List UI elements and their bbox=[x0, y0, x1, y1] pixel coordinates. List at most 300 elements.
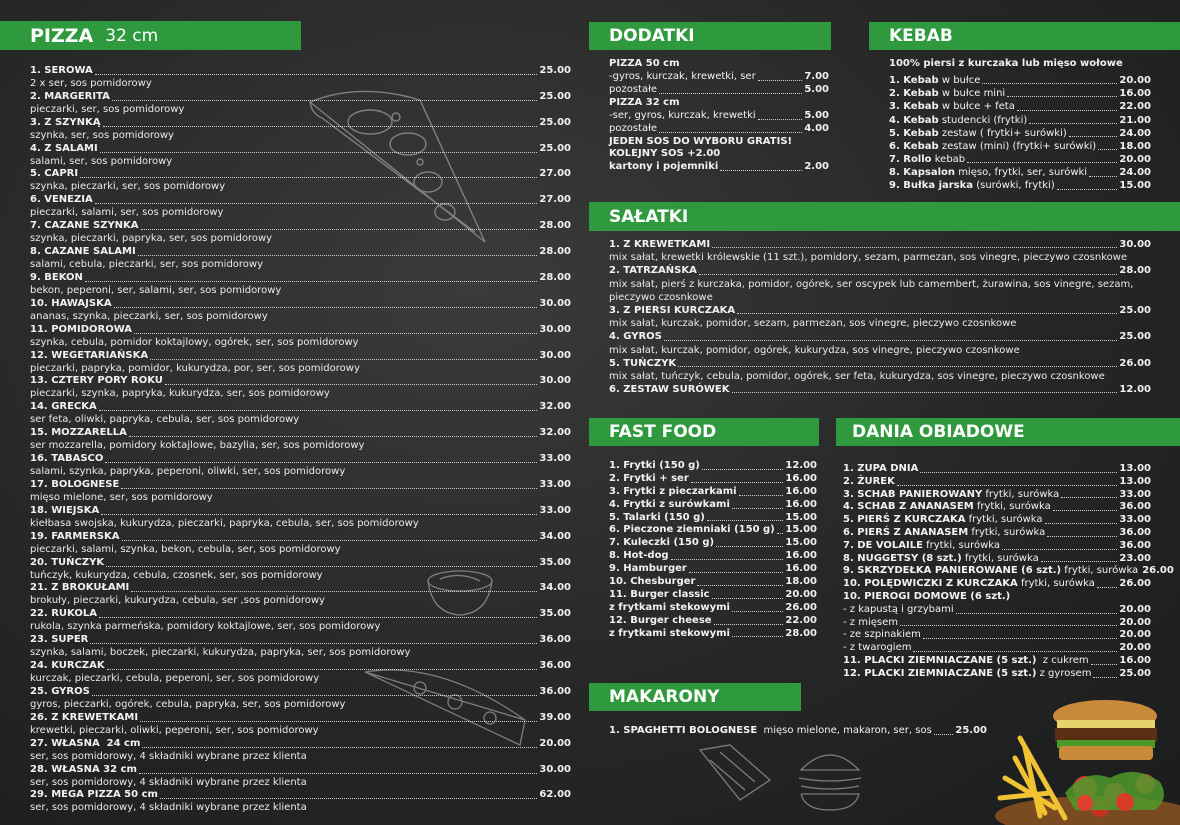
dodatki-item-name: pozostałe bbox=[609, 83, 658, 95]
leader-dots bbox=[920, 472, 1117, 473]
fastfood-item bbox=[609, 473, 817, 486]
pizza-item-desc: szynka, ser, sos pomidorowy bbox=[30, 129, 174, 141]
salatki-item bbox=[609, 304, 1151, 317]
leader-dots bbox=[1097, 587, 1118, 588]
item-price: 21.00 bbox=[1119, 114, 1151, 126]
item-price: 20.00 bbox=[1119, 74, 1151, 86]
leader-dots bbox=[956, 613, 1118, 614]
leader-dots bbox=[139, 773, 537, 774]
pizza-item-desc: szynka, pieczarki, papryka, ser, sos pomidorowy bbox=[30, 233, 273, 245]
pizza-item bbox=[30, 608, 571, 621]
obiad-menu-list bbox=[843, 463, 1174, 681]
item-price: 20.00 bbox=[1119, 642, 1151, 654]
leader-dots bbox=[160, 798, 537, 799]
kebab-item-name: 3. Kebab bbox=[889, 101, 939, 113]
kebab-item-name: 8. Kapsalon bbox=[889, 167, 956, 179]
item-price: 39.00 bbox=[539, 711, 571, 723]
leader-dots bbox=[1047, 536, 1117, 537]
pizza-item bbox=[30, 531, 571, 544]
fastfood-item-name: 4. Frytki z surówkami bbox=[609, 498, 730, 510]
salatki-item-name: 2. TATRZAŃSKA bbox=[609, 265, 697, 277]
leader-dots bbox=[1029, 123, 1117, 124]
item-price: 32.00 bbox=[539, 427, 571, 439]
leader-dots bbox=[106, 566, 537, 567]
item-price: 30.00 bbox=[539, 297, 571, 309]
kebab-item bbox=[889, 100, 1151, 113]
item-price: 20.00 bbox=[785, 588, 817, 600]
fastfood-menu-list bbox=[609, 460, 817, 640]
item-price: 32.00 bbox=[539, 401, 571, 413]
fastfood-item bbox=[609, 499, 817, 512]
fastfood-item-name: 8. Hot-dog bbox=[609, 550, 669, 562]
item-price: 36.00 bbox=[1119, 526, 1151, 538]
pizza-item-desc: mięso mielone, ser, sos pomidorowy bbox=[30, 491, 213, 503]
leader-dots bbox=[134, 333, 537, 334]
dodatki-title: DODATKI bbox=[609, 26, 695, 46]
kebab-item-desc: w bułce + feta bbox=[938, 101, 1015, 113]
leader-dots bbox=[923, 638, 1117, 639]
obiad-item bbox=[843, 578, 1151, 591]
pizza-item bbox=[30, 401, 571, 414]
leader-dots bbox=[1045, 523, 1118, 524]
dodatki-row bbox=[609, 110, 829, 123]
item-price: 26.00 bbox=[1119, 578, 1151, 590]
item-price: 62.00 bbox=[539, 789, 571, 801]
pizza-size: 32 cm bbox=[105, 25, 159, 46]
item-price: 20.00 bbox=[1119, 616, 1151, 628]
pizza-item-name: 1. SEROWA bbox=[30, 64, 93, 76]
pizza-item-name: 27. WŁASNA 24 cm bbox=[30, 737, 141, 749]
makarony-item-price: 25.00 bbox=[955, 724, 987, 736]
obiad-item-desc: frytki, surówka bbox=[982, 488, 1060, 500]
leader-dots bbox=[1061, 497, 1117, 498]
obiad-item-name: 5. PIERŚ Z KURCZAKA bbox=[843, 514, 966, 526]
obiad-item bbox=[843, 476, 1151, 489]
fastfood-item bbox=[609, 524, 817, 537]
pizza-item-name: 6. VENEZIA bbox=[30, 194, 93, 206]
dodatki-item-name: -ser, gyros, kurczak, krewetki bbox=[609, 109, 756, 121]
salatki-item bbox=[609, 383, 1151, 396]
obiad-item-name: 11. PLACKI ZIEMNIACZANE (5 szt.) bbox=[843, 654, 1037, 666]
obiad-item-name: 12. PLACKI ZIEMNIACZANE (5 szt.) bbox=[843, 667, 1037, 679]
pizza-item-desc: pieczarki, salami, szynka, bekon, cebula, ser, sos pomidorowy bbox=[30, 543, 341, 555]
kebab-item bbox=[889, 114, 1151, 127]
fastfood-item bbox=[609, 615, 817, 628]
leader-dots bbox=[122, 540, 538, 541]
pizza-item-desc: bekon, peperoni, ser, salami, ser, sos pomidorowy bbox=[30, 284, 282, 296]
item-price: 20.00 bbox=[1119, 629, 1151, 641]
kebab-item bbox=[889, 87, 1151, 100]
pizza-item bbox=[30, 272, 571, 285]
obiad-item-name: 6. PIERŚ Z ANANASEM bbox=[843, 526, 969, 538]
obiad-item-name: 10. PIEROGI DOMOWE (6 szt.) bbox=[843, 590, 1011, 602]
leader-dots bbox=[114, 307, 538, 308]
dodatki-item-price: 5.00 bbox=[804, 83, 829, 95]
leader-dots bbox=[107, 669, 538, 670]
item-price: 24.00 bbox=[1119, 127, 1151, 139]
dodatki-header bbox=[589, 22, 831, 50]
pizza-item bbox=[30, 453, 571, 466]
salatki-item-name: 6. ZESTAW SURÓWEK bbox=[609, 384, 730, 396]
item-price: 27.00 bbox=[539, 168, 571, 180]
obiad-item bbox=[843, 565, 1174, 578]
pizza-item-desc: szynka, salami, boczek, pieczarki, kukurydza, papryka, ser, sos pomidorowy bbox=[30, 647, 411, 659]
leader-dots bbox=[664, 340, 1117, 341]
pizza-item-desc: ser, sos pomidorowy, 4 składniki wybrane przez klienta bbox=[30, 802, 307, 814]
leader-dots bbox=[707, 520, 784, 521]
leader-dots bbox=[1089, 176, 1117, 177]
wrap-sketch-icon bbox=[690, 740, 780, 810]
obiad-item-name: 9. SKRZYDEŁKA PANIEROWANE (6 szt.) bbox=[843, 565, 1062, 577]
leader-dots bbox=[99, 617, 537, 618]
pizza-item-name: 13. CZTERY PORY ROKU bbox=[30, 375, 163, 387]
leader-dots bbox=[95, 74, 538, 75]
pizza-item-desc: ser feta, oliwki, papryka, cebula, ser, sos pomidorowy bbox=[30, 414, 300, 426]
pizza-item bbox=[30, 764, 571, 777]
pizza-item bbox=[30, 790, 571, 803]
pizza-item-desc: salami, szynka, papryka, peperoni, oliwki, ser, sos pomidorowy bbox=[30, 466, 346, 478]
leader-dots bbox=[80, 177, 537, 178]
makarony-item-name: 1. SPAGHETTI BOLOGNESE bbox=[609, 724, 758, 736]
item-price: 27.00 bbox=[539, 194, 571, 206]
item-price: 25.00 bbox=[1119, 331, 1151, 343]
item-price: 26.00 bbox=[785, 601, 817, 613]
item-price: 28.00 bbox=[539, 271, 571, 283]
pizza-menu-list bbox=[30, 65, 571, 815]
obiad-item-name: 8. NUGGETSY (8 szt.) bbox=[843, 552, 962, 564]
obiad-item bbox=[843, 553, 1151, 566]
dodatki-item-name: kartony i pojemniki bbox=[609, 161, 719, 173]
leader-dots bbox=[121, 488, 537, 489]
obiad-item bbox=[843, 617, 1151, 630]
pizza-item-name: 10. HAWAJSKA bbox=[30, 297, 112, 309]
pizza-item bbox=[30, 298, 571, 311]
obiad-item-desc: frytki, surówka bbox=[1017, 578, 1095, 590]
leader-dots bbox=[103, 126, 538, 127]
makarony-list bbox=[609, 725, 987, 738]
obiad-item-desc: z gyrosem bbox=[1036, 667, 1092, 679]
leader-dots bbox=[678, 366, 1117, 367]
obiad-item bbox=[843, 655, 1151, 668]
item-price: 33.00 bbox=[539, 504, 571, 516]
item-price: 25.00 bbox=[539, 64, 571, 76]
fastfood-item-name: 11. Burger classic bbox=[609, 588, 710, 600]
leader-dots bbox=[732, 508, 783, 509]
obiad-item-desc: - z kapustą i grzybami bbox=[843, 603, 954, 615]
pizza-item bbox=[30, 91, 571, 104]
kebab-item-name: 2. Kebab bbox=[889, 88, 939, 100]
kebab-item-desc: w bułce bbox=[938, 74, 981, 86]
dodatki-sos-gratis: JEDEN SOS DO WYBORU GRATIS! bbox=[609, 135, 793, 147]
pizza-item bbox=[30, 557, 571, 570]
leader-dots bbox=[100, 152, 538, 153]
burger-sketch-icon bbox=[795, 740, 865, 815]
leader-dots bbox=[90, 643, 537, 644]
pizza-item bbox=[30, 479, 571, 492]
item-price: 25.00 bbox=[539, 116, 571, 128]
fastfood-item-name: 10. Chesburger bbox=[609, 576, 696, 587]
kebab-item bbox=[889, 153, 1151, 166]
pizza-item-name: 18. WIEJSKA bbox=[30, 504, 100, 516]
item-price: 18.00 bbox=[1119, 140, 1151, 152]
dodatki-list bbox=[609, 58, 829, 174]
obiad-item-desc: z cukrem bbox=[1036, 654, 1089, 666]
item-price: 30.00 bbox=[539, 375, 571, 387]
pizza-item-name: 16. TABASCO bbox=[30, 453, 104, 465]
salatki-item bbox=[609, 238, 1151, 251]
pizza-item-desc: ser, sos pomidorowy, 4 składniki wybrane przez klienta bbox=[30, 750, 307, 762]
item-price: 28.00 bbox=[1119, 265, 1151, 277]
leader-dots bbox=[95, 203, 538, 204]
kebab-header bbox=[869, 22, 1180, 50]
pizza-item-desc: szynka, cebula, pomidor koktajlowy, ogórek, ser, sos pomidorowy bbox=[30, 336, 359, 348]
pizza-item-desc: krewetki, pieczarki, oliwki, peperoni, ser, sos pomidorowy bbox=[30, 724, 319, 736]
fastfood-title: FAST FOOD bbox=[609, 422, 717, 442]
pizza-item-desc: pieczarki, szynka, papryka, kukurydza, ser, sos pomidorowy bbox=[30, 388, 330, 400]
pizza-item-name: 29. MEGA PIZZA 50 cm bbox=[30, 789, 158, 801]
item-price: 16.00 bbox=[785, 472, 817, 484]
kebab-item-name: 4. Kebab bbox=[889, 114, 939, 126]
pizza-item-name: 3. Z SZYNKĄ bbox=[30, 116, 101, 128]
obiad-item bbox=[843, 540, 1151, 553]
dodatki-sos-extra: KOLEJNY SOS +2.00 bbox=[609, 148, 721, 160]
dodatki-item-price: 5.00 bbox=[804, 109, 829, 121]
leader-dots bbox=[101, 514, 537, 515]
kebab-item-name: 9. Bułka jarska bbox=[889, 180, 974, 192]
kebab-item-desc: (surówki, frytki) bbox=[973, 180, 1055, 192]
leader-dots bbox=[714, 624, 784, 625]
dodatki-item-price: 4.00 bbox=[804, 122, 829, 134]
pizza-item bbox=[30, 143, 571, 156]
item-price: 15.00 bbox=[785, 537, 817, 549]
fastfood-item bbox=[609, 512, 817, 525]
item-price: 36.00 bbox=[539, 660, 571, 672]
item-price: 15.00 bbox=[1119, 180, 1151, 192]
salatki-item-name: 5. TUŃCZYK bbox=[609, 357, 677, 369]
dodatki-row bbox=[609, 71, 829, 84]
leader-dots bbox=[739, 495, 784, 496]
leader-dots bbox=[967, 162, 1117, 163]
kebab-item bbox=[889, 74, 1151, 87]
kebab-menu-list bbox=[889, 74, 1151, 193]
pizza-item bbox=[30, 634, 571, 647]
pizza-item-desc: pieczarki, salami, ser, sos pomidorowy bbox=[30, 207, 224, 219]
kebab-item bbox=[889, 127, 1151, 140]
pizza-item-name: 26. Z KREWETKAMI bbox=[30, 711, 139, 723]
obiad-item-name: 10. POLĘDWICZKI Z KURCZAKA bbox=[843, 578, 1018, 590]
item-price: 20.00 bbox=[1119, 603, 1151, 615]
obiad-title: DANIA OBIADOWE bbox=[852, 422, 1025, 442]
fastfood-item bbox=[609, 486, 817, 499]
obiad-item-name: 7. DE VOLAILE bbox=[843, 539, 923, 551]
leader-dots bbox=[1091, 664, 1118, 665]
item-price: 22.00 bbox=[785, 614, 817, 626]
fastfood-item-name: 3. Frytki z pieczarkami bbox=[609, 485, 737, 497]
item-price: 33.00 bbox=[1119, 488, 1151, 500]
pizza-item-desc: brokuły, pieczarki, kukurydza, cebula, ser ,sos pomidorowy bbox=[30, 595, 325, 607]
leader-dots bbox=[1053, 510, 1118, 511]
fastfood-item-name: 2. Frytki + ser bbox=[609, 472, 689, 484]
pizza-item-desc: ananas, szynka, pieczarki, ser, sos pomidorowy bbox=[30, 310, 268, 322]
leader-dots bbox=[716, 546, 783, 547]
pizza-item-name: 15. MOZZARELLA bbox=[30, 427, 127, 439]
item-price: 15.00 bbox=[785, 511, 817, 523]
item-price: 16.00 bbox=[1119, 654, 1151, 666]
fastfood-item bbox=[609, 602, 817, 615]
obiad-item-desc: frytki, surówka bbox=[1061, 565, 1139, 577]
pizza-header bbox=[0, 21, 301, 50]
burger-fries-photo bbox=[985, 698, 1180, 825]
pizza-item bbox=[30, 246, 571, 259]
leader-dots bbox=[712, 247, 1117, 248]
pizza-item-name: 20. TUŃCZYK bbox=[30, 556, 105, 568]
obiad-item-name: 2. ŻUREK bbox=[843, 475, 895, 487]
pizza-item-name: 9. BEKON bbox=[30, 271, 83, 283]
salatki-item-desc: mix sałat, pierś z kurczaka, pomidor, ogórek, ser oscypek lub camembert, żurawina, sos vinegre, sezam, bbox=[609, 278, 1134, 290]
pizza-item-desc: ser, sos pomidorowy, 4 składniki wybrane przez klienta bbox=[30, 776, 307, 788]
leader-dots bbox=[1098, 149, 1117, 150]
kebab-item-name: 7. Rollo bbox=[889, 154, 932, 166]
leader-dots bbox=[1057, 189, 1118, 190]
leader-dots bbox=[982, 83, 1117, 84]
obiad-item bbox=[843, 668, 1151, 681]
obiad-item-name: 4. SCHAB Z ANANASEM bbox=[843, 501, 974, 513]
kebab-item bbox=[889, 180, 1151, 193]
kebab-item-desc: w bułce mini bbox=[938, 88, 1006, 100]
pizza-item-desc: kurczak, pieczarki, cebula, peperoni, ser, sos pomidorowy bbox=[30, 673, 320, 685]
item-price: 16.00 bbox=[1119, 88, 1151, 100]
item-price: 28.00 bbox=[539, 220, 571, 232]
item-price: 35.00 bbox=[539, 556, 571, 568]
salatki-item bbox=[609, 330, 1151, 343]
kebab-item bbox=[889, 140, 1151, 153]
pizza-item-desc: tuńczyk, kukurydza, cebula, czosnek, ser, sos pomidorowy bbox=[30, 569, 323, 581]
leader-dots bbox=[1093, 677, 1117, 678]
leader-dots bbox=[1041, 561, 1118, 562]
pizza-item-name: 7. CAZANE SZYNKA bbox=[30, 220, 139, 232]
item-price: 30.00 bbox=[1119, 238, 1151, 250]
pizza-item-desc: gyros, pieczarki, ogórek, cebula, papryka, ser, sos pomidorowy bbox=[30, 698, 346, 710]
obiad-item-desc: frytki, surówka bbox=[961, 552, 1039, 564]
obiad-item-desc: frytki, surówka bbox=[965, 514, 1043, 526]
pizza-item-desc: pieczarki, ser, sos pomidorowy bbox=[30, 103, 185, 115]
item-price: 36.00 bbox=[539, 634, 571, 646]
pizza-item-name: 21. Z BROKUŁAMI bbox=[30, 582, 130, 594]
leader-dots bbox=[141, 229, 538, 230]
item-price: 30.00 bbox=[539, 349, 571, 361]
item-price: 35.00 bbox=[539, 608, 571, 620]
item-price: 24.00 bbox=[1119, 167, 1151, 179]
item-price: 33.00 bbox=[539, 478, 571, 490]
leader-dots bbox=[1069, 136, 1118, 137]
item-price: 16.00 bbox=[785, 550, 817, 562]
obiad-item-name: 1. ZUPA DNIA bbox=[843, 463, 919, 474]
item-price: 30.00 bbox=[539, 323, 571, 335]
makarony-header bbox=[589, 683, 801, 711]
makarony-title: MAKARONY bbox=[609, 687, 720, 707]
pizza-item-name: 2. MARGERITA bbox=[30, 90, 110, 102]
pizza-item bbox=[30, 220, 571, 233]
item-price: 20.00 bbox=[539, 737, 571, 749]
pizza-item-name: 25. GYROS bbox=[30, 685, 90, 697]
pizza-item bbox=[30, 505, 571, 518]
pizza-item-name: 11. POMIDOROWA bbox=[30, 323, 133, 335]
fastfood-item-name: 12. Burger cheese bbox=[609, 614, 712, 626]
pizza-item-desc: ser mozzarella, pomidory koktajlowe, bazylia, ser, sos pomidorowy bbox=[30, 440, 365, 452]
leader-dots bbox=[140, 721, 537, 722]
item-price: 23.00 bbox=[1119, 552, 1151, 564]
item-price: 12.00 bbox=[1119, 384, 1151, 396]
pizza-item-desc: salami, cebula, pieczarki, ser, sos pomidorowy bbox=[30, 259, 264, 271]
obiad-item bbox=[843, 489, 1151, 502]
fastfood-item bbox=[609, 537, 817, 550]
leader-dots bbox=[150, 359, 537, 360]
kebab-item-desc: studencki (frytki) bbox=[938, 114, 1028, 126]
pizza-item-name: 23. SUPER bbox=[30, 634, 89, 646]
obiad-item-desc: - ze szpinakiem bbox=[843, 629, 921, 641]
leader-dots bbox=[129, 436, 537, 437]
salatki-item-desc: mix sałat, kurczak, pomidor, sezam, parmezan, sos vinegre, pieczywo czosnkowe bbox=[609, 318, 1017, 330]
fastfood-item-name: 1. Frytki (150 g) bbox=[609, 459, 700, 471]
item-price: 25.00 bbox=[539, 142, 571, 154]
item-price: 25.00 bbox=[1119, 304, 1151, 316]
dodatki-pizza32: PIZZA 32 cm bbox=[609, 96, 680, 108]
leader-dots bbox=[913, 651, 1117, 652]
pizza-item bbox=[30, 738, 571, 751]
leader-dots bbox=[112, 100, 537, 101]
pizza-item bbox=[30, 324, 571, 337]
fastfood-item bbox=[609, 460, 817, 473]
leader-dots bbox=[712, 598, 784, 599]
salatki-item bbox=[609, 264, 1151, 277]
fastfood-item bbox=[609, 628, 817, 641]
item-price: 12.00 bbox=[785, 459, 817, 471]
leader-dots bbox=[900, 625, 1117, 626]
kebab-item-name: 5. Kebab bbox=[889, 127, 939, 139]
item-price: 36.00 bbox=[1119, 539, 1151, 551]
item-price: 16.00 bbox=[785, 563, 817, 575]
salatki-item-name: 3. Z PIERSI KURCZAKA bbox=[609, 304, 736, 316]
item-price: 26.00 bbox=[1119, 357, 1151, 369]
leader-dots bbox=[92, 695, 538, 696]
pizza-item-name: 12. WEGETARIAŃSKA bbox=[30, 349, 149, 361]
obiad-item-desc: frytki, surówka bbox=[968, 526, 1046, 538]
salatki-item-desc: mix sałat, tuńczyk, cebula, pomidor, ogórek, ser feta, kukurydza, sos vinegre, pieczywo czosnkowe bbox=[609, 370, 1105, 382]
dodatki-item-name: -gyros, kurczak, krewetki, ser bbox=[609, 70, 756, 82]
leader-dots bbox=[1017, 110, 1118, 111]
obiad-item bbox=[843, 463, 1151, 476]
pizza-item-desc: szynka, pieczarki, ser, sos pomidorowy bbox=[30, 181, 226, 193]
pizza-item-desc: rukola, szynka parmeńska, pomidory koktajlowe, ser, sos pomidorowy bbox=[30, 621, 381, 633]
leader-dots bbox=[689, 572, 784, 573]
item-price: 33.00 bbox=[539, 453, 571, 465]
obiad-item-desc: frytki, surówka bbox=[922, 539, 1001, 551]
dodatki-item-name: pozostałe bbox=[609, 122, 658, 134]
leader-dots bbox=[85, 281, 537, 282]
leader-dots bbox=[732, 392, 1118, 393]
leader-dots bbox=[99, 410, 538, 411]
fastfood-item-name: 7. Kuleczki (150 g) bbox=[609, 537, 715, 549]
pizza-item-name: 14. GRECKA bbox=[30, 401, 97, 413]
item-price: 13.00 bbox=[1119, 463, 1151, 474]
pizza-item-name: 19. FARMERSKA bbox=[30, 530, 120, 542]
pizza-item bbox=[30, 169, 571, 182]
item-price: 26.00 bbox=[1142, 565, 1174, 577]
dodatki-pizza50: PIZZA 50 cm bbox=[609, 58, 680, 69]
leader-dots bbox=[699, 274, 1118, 275]
leader-dots bbox=[138, 255, 538, 256]
obiad-header bbox=[836, 418, 1180, 446]
